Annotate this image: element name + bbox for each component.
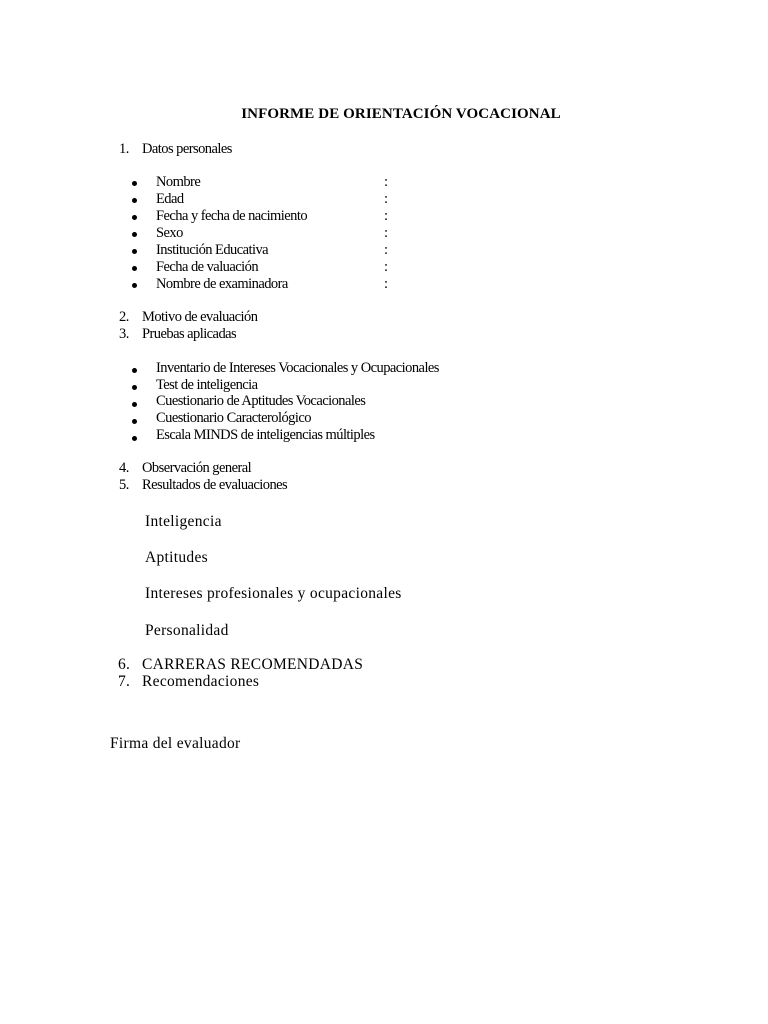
result-heading-personalidad: Personalidad (145, 622, 229, 639)
field-label-fecha-nacimiento: Fecha y fecha de nacimiento (156, 208, 308, 224)
field-separator: : (384, 225, 389, 241)
field-separator: : (384, 276, 389, 292)
test-item: Cuestionario Caracterológico (156, 410, 311, 426)
field-separator: : (384, 208, 389, 224)
section-5-number: 5. (119, 477, 129, 493)
section-2-number: 2. (119, 309, 129, 325)
field-label-nombre: Nombre (156, 174, 201, 190)
result-heading-aptitudes: Aptitudes (145, 549, 208, 566)
section-6-label: CARRERAS RECOMENDADAS (142, 656, 364, 673)
field-separator: : (384, 174, 389, 190)
bullet-icon (132, 419, 137, 424)
bullet-icon (132, 368, 137, 373)
section-2-label: Motivo de evaluación (142, 309, 258, 325)
bullet-icon (132, 249, 137, 254)
section-4-label: Observación general (142, 460, 252, 476)
test-item: Test de inteligencia (156, 377, 258, 393)
bullet-icon (132, 283, 137, 288)
section-7-number: 7. (118, 673, 131, 690)
section-4-number: 4. (119, 460, 129, 476)
field-label-fecha-valuacion: Fecha de valuación (156, 259, 259, 275)
field-label-institucion: Institución Educativa (156, 242, 269, 258)
section-6-number: 6. (118, 656, 131, 673)
bullet-icon (132, 385, 137, 390)
bullet-icon (132, 402, 137, 407)
field-label-sexo: Sexo (156, 225, 183, 241)
test-item: Inventario de Intereses Vocacionales y Ocupacionales (156, 360, 439, 376)
field-separator: : (384, 191, 389, 207)
field-label-examinadora: Nombre de examinadora (156, 276, 288, 292)
document-title: INFORME DE ORIENTACIÓN VOCACIONAL (241, 106, 561, 122)
test-item: Escala MINDS de inteligencias múltiples (156, 427, 375, 443)
result-heading-inteligencia: Inteligencia (145, 513, 222, 530)
bullet-icon (132, 266, 137, 271)
test-item: Cuestionario de Aptitudes Vocacionales (156, 393, 366, 409)
bullet-icon (132, 181, 137, 186)
section-1-number: 1. (119, 141, 129, 157)
section-3-number: 3. (119, 326, 129, 342)
bullet-icon (132, 198, 137, 203)
bullet-icon (132, 232, 137, 237)
field-label-edad: Edad (156, 191, 184, 207)
section-5-label: Resultados de evaluaciones (142, 477, 288, 493)
bullet-icon (132, 436, 137, 441)
section-3-label: Pruebas aplicadas (142, 326, 237, 342)
signature-label: Firma del evaluador (110, 735, 241, 752)
section-7-label: Recomendaciones (142, 673, 260, 690)
section-1-label: Datos personales (142, 141, 232, 157)
bullet-icon (132, 215, 137, 220)
field-separator: : (384, 259, 389, 275)
result-heading-intereses: Intereses profesionales y ocupacionales (145, 585, 402, 602)
field-separator: : (384, 242, 389, 258)
